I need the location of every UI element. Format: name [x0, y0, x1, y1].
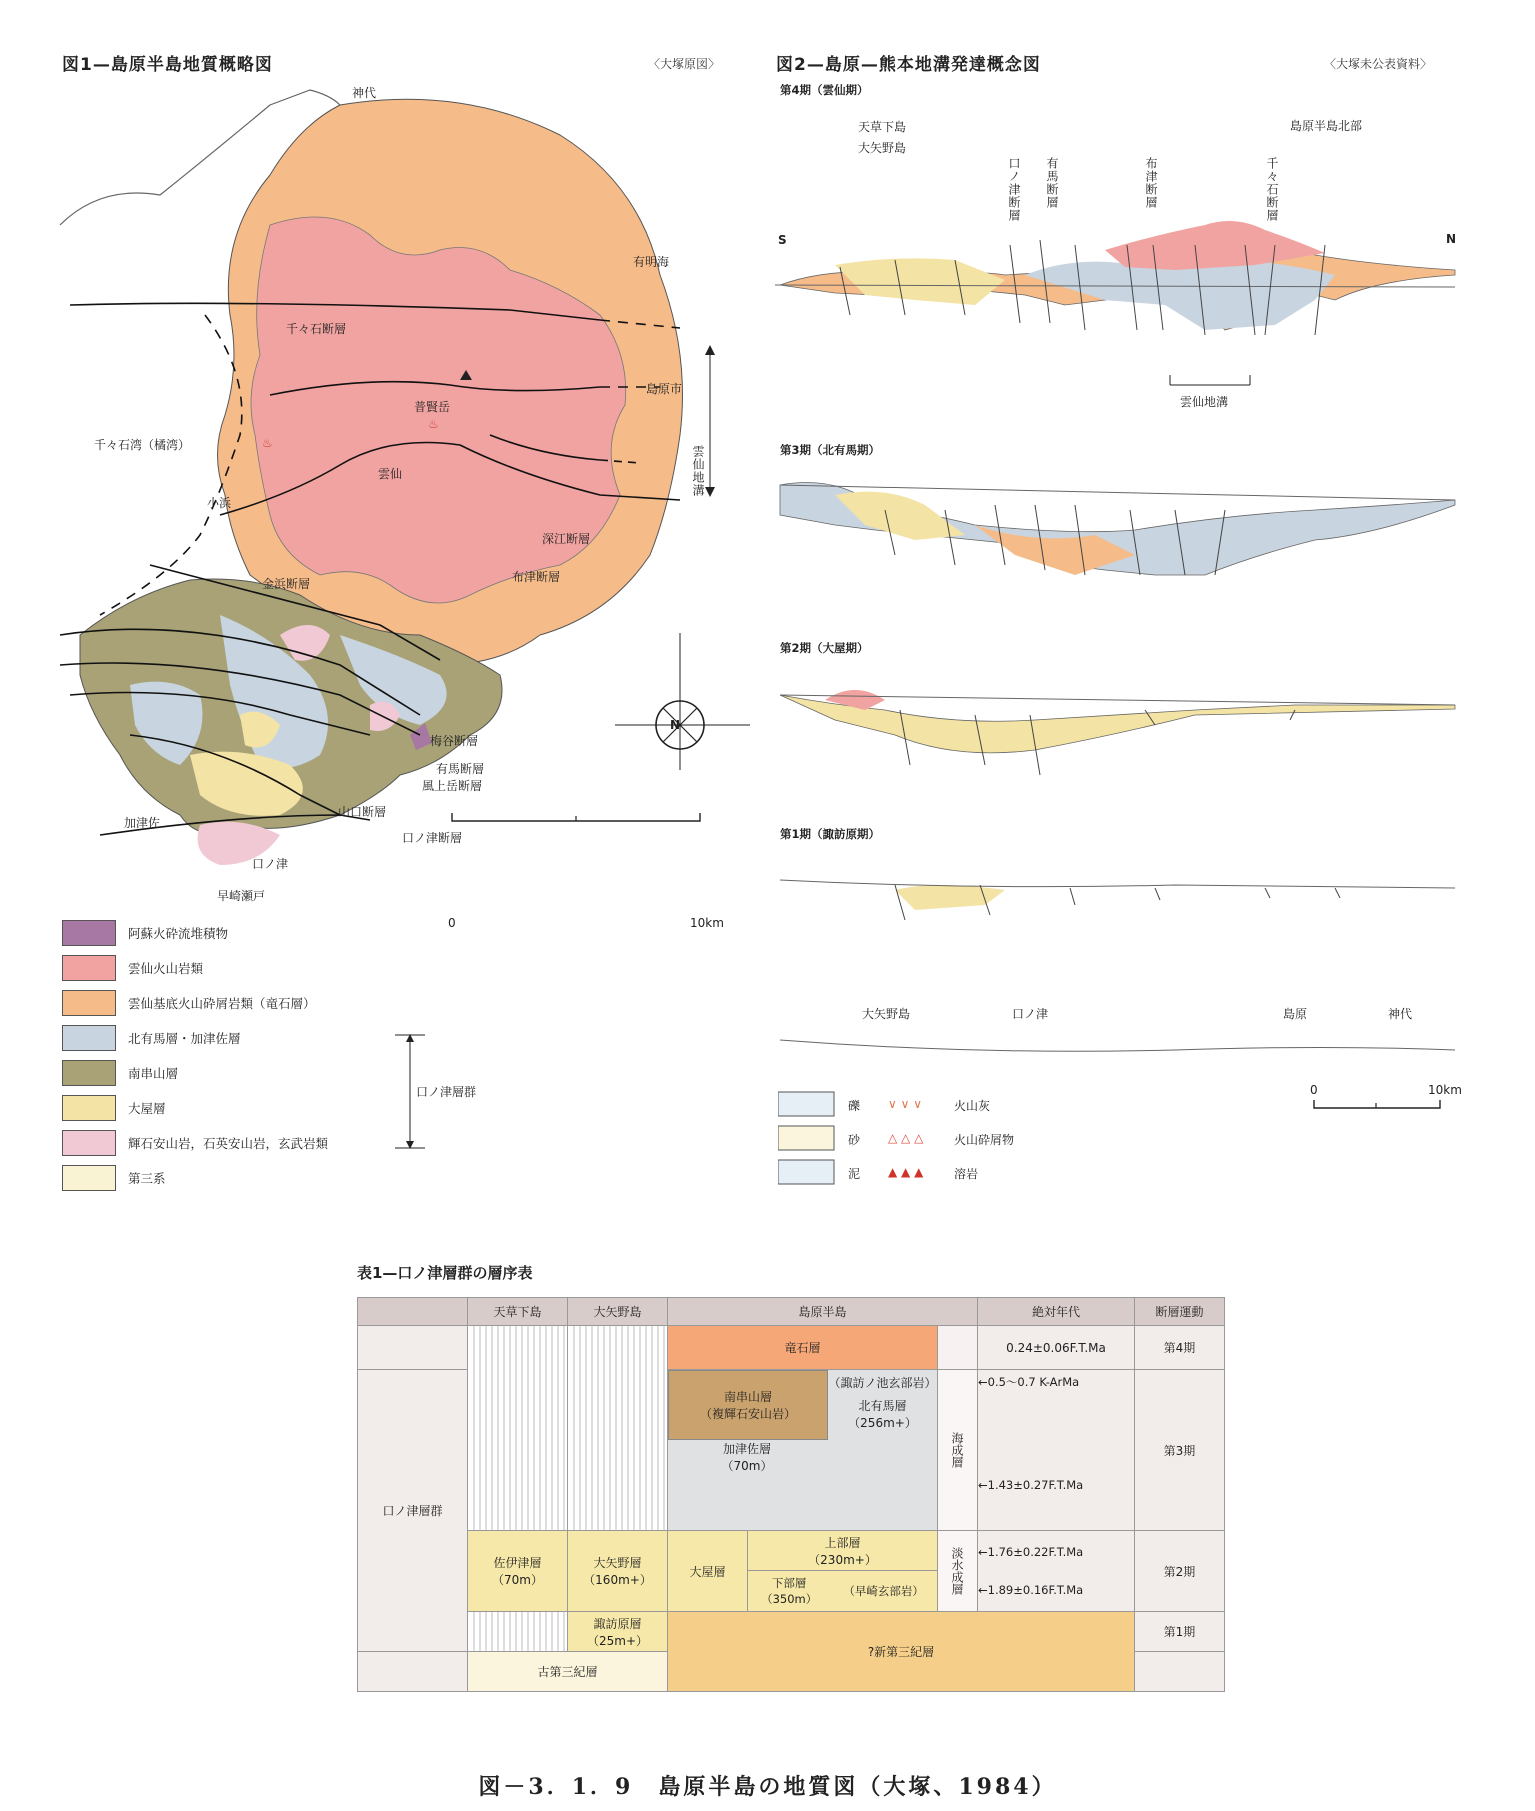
fault-chijiwa: 千々石断層 — [286, 322, 347, 336]
cell-age1: 0.24±0.06F.T.Ma — [978, 1326, 1135, 1370]
pyroclastic-icon: △ △ △ — [888, 1131, 924, 1145]
legend-ash: 火山灰 — [954, 1099, 991, 1113]
base-place-oyano: 大矢野島 — [862, 1007, 911, 1021]
fault-futsu: 布津断層 — [512, 570, 561, 584]
base-place-kojiro: 神代 — [1388, 1007, 1413, 1021]
svg-text:♨: ♨ — [428, 417, 439, 431]
place-kojiro: 神代 — [352, 86, 377, 100]
legend-label: 輝石安山岩，石英安山岩，玄武岩類 — [128, 1136, 329, 1151]
place-shimabara-city: 島原市 — [646, 382, 683, 396]
header-empty — [358, 1298, 468, 1326]
legend-label: 南串山層 — [128, 1066, 179, 1081]
place-unzen: 雲仙 — [378, 467, 403, 481]
legend-label: 大屋層 — [128, 1101, 166, 1116]
fault-kanahama: 金浜断層 — [262, 577, 311, 591]
header-fault: 断層運動 — [1135, 1298, 1225, 1326]
fault-arima: 有馬断層 — [436, 762, 485, 776]
legend-swatch — [62, 920, 116, 946]
fig1-title: 図1—島原半島地質概略図 — [62, 55, 273, 75]
cell-tatsuishi: 竜石層 — [668, 1326, 938, 1370]
place-fugen: 普賢岳 — [414, 400, 451, 414]
label-unzen-graben: 雲仙地溝 — [691, 445, 705, 497]
header-age: 絶対年代 — [978, 1298, 1135, 1326]
fault-yamaguchi: 山口断層 — [338, 805, 387, 819]
north-label: N — [670, 718, 681, 732]
cell-saitsu: 佐伊津層 （70m） — [468, 1531, 568, 1612]
row-label: 口ノ津層群 — [358, 1370, 468, 1652]
south-label: S — [778, 233, 787, 247]
cell-p4: 第4期 — [1135, 1326, 1225, 1370]
legend-sand: 砂 — [848, 1133, 861, 1147]
legend-item — [62, 1165, 166, 1191]
cell-tansui: 淡水成層 — [938, 1531, 978, 1612]
place-hayasaki: 早崎瀬戸 — [217, 889, 266, 903]
section-period-1 — [780, 880, 1455, 920]
cell-neogene: ?新第三紀層 — [668, 1612, 1135, 1692]
figure-caption: 図－3．1．9 島原半島の地質図（大塚、1984） — [478, 1774, 1057, 1800]
place-amakusa: 天草下島 — [858, 120, 907, 134]
cell-kitaarima: （諏訪ノ池玄部岩） 北有馬層 （256m+） — [828, 1376, 937, 1430]
legend-item — [62, 1025, 241, 1051]
place-ariake: 有明海 — [633, 255, 670, 269]
fig2-credit: 〈大塚未公表資料〉 — [1324, 57, 1433, 71]
header-amakusa: 天草下島 — [468, 1298, 568, 1326]
legend-item — [62, 1060, 178, 1086]
section-base — [780, 1040, 1455, 1051]
legend-label: 北有馬層・加津佐層 — [128, 1031, 241, 1046]
period-2: 第2期（大屋期） — [780, 641, 869, 655]
north-label: N — [1446, 232, 1457, 246]
legend-label: 雲仙基底火山砕屑岩類（竜石層） — [128, 996, 316, 1011]
section-period-3 — [780, 483, 1455, 576]
legend-gravel: 礫 — [848, 1099, 861, 1113]
cell-kaisei: 海成層 — [938, 1370, 978, 1531]
fig2-legend-swatches — [778, 1090, 838, 1190]
fault-kazakami: 風上岳断層 — [422, 779, 483, 793]
cell-oya-sub: 上部層 （230m+） 下部層 （350m） （早崎玄部岩） — [748, 1531, 938, 1612]
legend-swatch — [62, 1060, 116, 1086]
fault-futsu: 布津断層 — [1144, 157, 1158, 209]
place-kazusa: 加津佐 — [124, 816, 161, 830]
base-place-shimabara: 島原 — [1283, 1007, 1308, 1021]
legend-swatch — [62, 1095, 116, 1121]
legend-item — [62, 955, 203, 981]
ash-icon: ∨ ∨ ∨ — [888, 1097, 922, 1111]
legend-label: 第三系 — [128, 1171, 166, 1186]
fig2-title: 図2—島原—熊本地溝発達概念図 — [776, 55, 1041, 75]
fault-arima: 有馬断層 — [1045, 157, 1059, 209]
cell-p3: 第3期 — [1135, 1370, 1225, 1531]
legend-swatch — [62, 1165, 116, 1191]
fault-kuchinotsu: 口ノ津断層 — [1007, 157, 1021, 222]
cell-oya: 大屋層 — [668, 1531, 748, 1612]
legend-mud: 泥 — [848, 1167, 861, 1181]
fig1-credit: 〈大塚原図〉 — [648, 57, 721, 71]
legend-item — [62, 1130, 328, 1156]
fault-fukae: 深江断層 — [542, 532, 591, 546]
place-obama: 小浜 — [207, 496, 232, 510]
legend-item — [62, 1095, 166, 1121]
graben-label: 雲仙地溝 — [1180, 395, 1229, 409]
group-label: 口ノ津層群 — [416, 1085, 477, 1099]
stratigraphy-table — [357, 1297, 1225, 1692]
cell-ages: ←1.76±0.22F.T.Ma ←1.89±0.16F.T.Ma — [978, 1531, 1135, 1612]
geologic-map — [40, 75, 760, 915]
place-oyano: 大矢野島 — [858, 141, 907, 155]
table-title: 表1—口ノ津層群の層序表 — [357, 1264, 533, 1282]
legend-label: 阿蘇火砕流堆積物 — [128, 926, 229, 941]
legend-swatch — [62, 955, 116, 981]
place-shimabara-north: 島原半島北部 — [1290, 119, 1363, 133]
base-place-kuchinotsu: 口ノ津 — [1012, 1007, 1049, 1021]
legend-lava: 溶岩 — [954, 1167, 979, 1181]
header-shimabara: 島原半島 — [668, 1298, 978, 1326]
cell-paleogene: 古第三紀層 — [468, 1652, 668, 1692]
cell-minami: 南串山層 （複輝石安山岩） — [668, 1370, 828, 1440]
cell-age-range: ←0.5〜0.7 K-ArMa ←1.43±0.27F.T.Ma — [978, 1370, 1135, 1531]
svg-text:♨: ♨ — [262, 436, 273, 450]
legend-label: 雲仙火山岩類 — [128, 961, 204, 976]
cell-kazusa: 加津佐層 （70m） — [721, 1442, 773, 1473]
lava-icon: ▲ ▲ ▲ — [888, 1165, 924, 1179]
place-chijiwa-bay: 千々石湾（橘湾） — [94, 438, 191, 452]
scale-zero: 0 — [448, 916, 456, 930]
section-period-4 — [775, 221, 1455, 385]
legend-swatch — [62, 1025, 116, 1051]
scale-max: 10km — [690, 916, 724, 930]
fault-chijiwa: 千々石断層 — [1265, 157, 1279, 222]
legend-swatch — [62, 990, 116, 1016]
fig2-scale-max: 10km — [1428, 1083, 1462, 1097]
period-4: 第4期（雲仙期） — [780, 83, 869, 97]
fig2-scale-zero: 0 — [1310, 1083, 1318, 1097]
section-period-2 — [780, 690, 1455, 775]
cell-p1: 第1期 — [1135, 1612, 1225, 1652]
cell-suwabara: 諏訪原層 （25m+） — [568, 1612, 668, 1652]
legend-swatch — [62, 1130, 116, 1156]
cross-sections — [775, 205, 1465, 1065]
period-3: 第3期（北有馬期） — [780, 443, 881, 457]
cell-oyano: 大矢野層 （160m+） — [568, 1531, 668, 1612]
cell-p2: 第2期 — [1135, 1531, 1225, 1612]
period-1: 第1期（諏訪原期） — [780, 827, 881, 841]
fault-umedani: 梅谷断層 — [430, 734, 479, 748]
legend-pyroclastic: 火山砕屑物 — [954, 1133, 1015, 1147]
legend-item — [62, 990, 316, 1016]
legend-item — [62, 920, 228, 946]
fault-kuchinotsu: 口ノ津断層 — [402, 831, 463, 845]
place-kuchinotsu: 口ノ津 — [252, 857, 289, 871]
header-oyano: 大矢野島 — [568, 1298, 668, 1326]
